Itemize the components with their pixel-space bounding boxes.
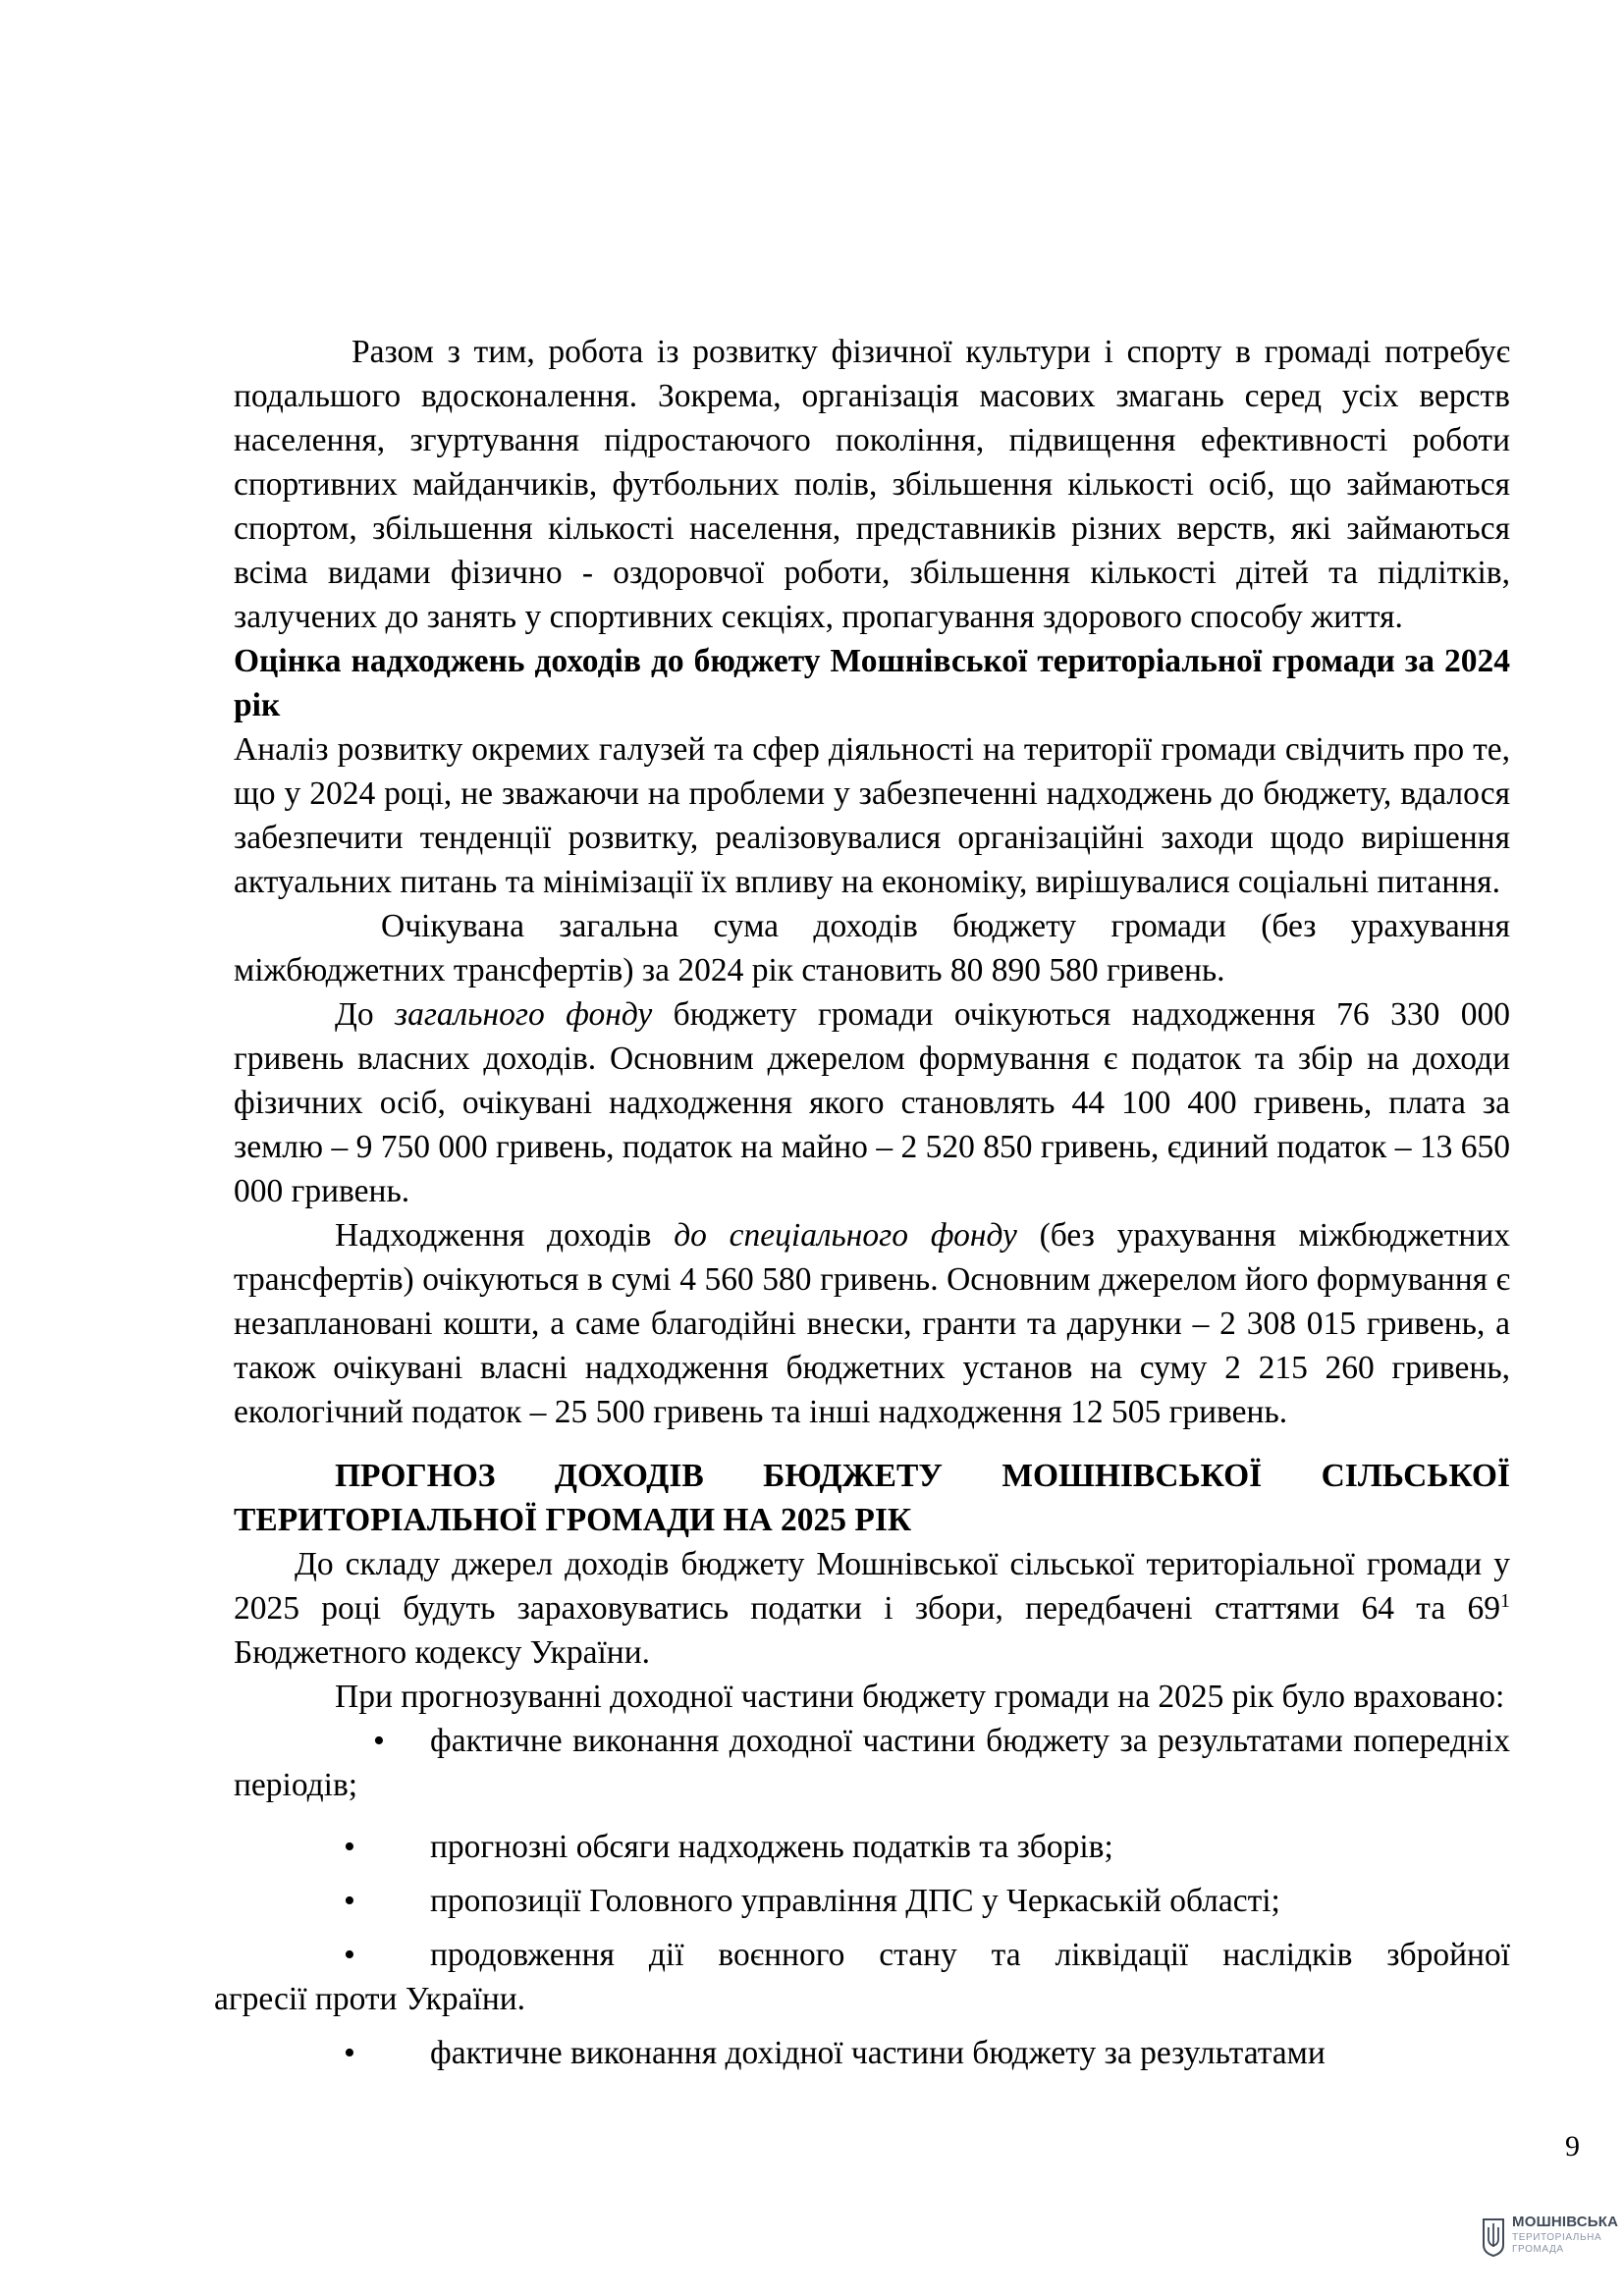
bullet-dot: • <box>344 1883 355 1919</box>
paragraph-sport-development: Разом з тим, робота із розвитку фізичної культури і спорту в громаді потребує подальшого вдосконалення. Зокрема, організація масових змагань серед усіх верств населення, згуртування підростаючого покоління, підвищення ефективності роботи спортивних майданчиків, футбольних полів, збільшення кількості осіб, що займаються спортом, збільшення кількості населення, представників різних верств, які займаються всіма видами фізично - оздоровчої роботи, збільшення кількості дітей та підлітків, залучених до занять у спортивних секціях, пропагування здорового способу життя. <box>234 334 1510 635</box>
logo-subtitle-1: ТЕРИТОРІАЛЬНА <box>1512 2232 1602 2243</box>
revenue-sources-text: До складу джерел доходів бюджету Мошнівської сільської територіальної громади у 2025 році будуть зараховуватись податки і збори, передбачені статтями 64 та 69 <box>234 1546 1510 1627</box>
bullet-item-actual-execution-2 <box>234 2031 1510 2075</box>
section-heading-forecast-2025: ПРОГНОЗ ДОХОДІВ БЮДЖЕТУ МОШНІВСЬКОЇ СІЛЬСЬКОЇ ТЕРИТОРІАЛЬНОЇ ГРОМАДИ НА 2025 РІК <box>234 1458 1510 1538</box>
special-fund-text: (без урахування міжбюджетних трансфертів) очікуються в сумі 4 560 580 гривень. Основним джерелом його формування є незаплановані кошти, а саме благодійні внески, гранти та дарунки – 2 308 015 гривень, а також очікувані власні надходження бюджетних установ на суму 2 215 260 гривень, екологічний податок – 25 500 гривень та інші надходження 12 505 гривень. <box>234 1217 1510 1430</box>
paragraph-total-revenue: Очікувана загальна сума доходів бюджету громади (без урахування міжбюджетних трансфертів) за 2024 рік становить 80 890 580 гривень. <box>234 908 1510 988</box>
page-number: 9 <box>1565 2130 1580 2163</box>
bullet-item-actual-execution <box>234 1719 1510 1807</box>
paragraph-revenue-sources <box>234 1542 1510 1675</box>
general-fund-text: бюджету громади очікуються надходження 76 330 000 гривень власних доходів. Основним джерелом формування є податок та збір на доходи фізичних осіб, очікувані надходження якого становлять 44 100 400 гривень, плата за землю – 9 750 000 гривень, податок на майно – 2 520 850 гривень, єдиний податок – 13 650 000 гривень. <box>234 996 1511 1209</box>
bullet-item-martial-law <box>214 1933 1510 2021</box>
paragraph-general-fund <box>234 992 1510 1213</box>
special-fund-lead: Надходження доходів <box>335 1217 675 1254</box>
bullet-dot: • <box>344 2035 355 2071</box>
bullet-text-line1: продовження дії воєнного стану та ліквідації наслідків збройної <box>430 1937 1510 1973</box>
section-heading-revenue-estimate: Оцінка надходжень доходів до бюджету Мошнівської територіальної громади за 2024 рік <box>234 643 1510 723</box>
document-body <box>214 330 1511 2075</box>
revenue-sources-tail: Бюджетного кодексу України. <box>234 1634 651 1671</box>
general-fund-emphasis: загального фонду <box>395 996 653 1033</box>
bullet-text: фактичне виконання дохідної частини бюджету за результатами <box>430 2035 1326 2071</box>
trident-emblem-icon <box>1481 2216 1506 2257</box>
bullet-item-tax-office-proposals <box>234 1879 1510 1923</box>
bullet-text-line2: агресії проти України. <box>214 1981 526 2017</box>
bullet-text: прогнозні обсяги надходжень податків та зборів; <box>430 1829 1113 1865</box>
logo-title: МОШНІВСЬКА <box>1512 2214 1619 2230</box>
bullet-dot: • <box>373 1723 385 1759</box>
community-logo <box>1481 2212 1618 2267</box>
bullet-dot: • <box>344 1937 355 1973</box>
bullet-text: пропозиції Головного управління ДПС у Черкаській області; <box>430 1883 1280 1919</box>
footnote-superscript: 1 <box>1500 1589 1510 1612</box>
general-fund-lead: До <box>335 996 396 1033</box>
paragraph-special-fund <box>234 1213 1510 1434</box>
bullet-text: фактичне виконання доходної частини бюджету за результатами попередніх періодів; <box>234 1723 1510 1803</box>
bullet-text <box>234 1933 1510 1977</box>
paragraph-analysis: Аналіз розвитку окремих галузей та сфер діяльності на території громади свідчить про те, що у 2024 році, не зважаючи на проблеми у забезпеченні надходжень до бюджету, вдалося забезпечити тенденції розвитку, реалізовувалися організаційні заходи щодо вирішення актуальних питань та мінімізації їх впливу на економіку, вирішувалися соціальні питання. <box>234 731 1510 900</box>
special-fund-emphasis: до спеціального фонду <box>674 1217 1017 1254</box>
paragraph-forecast-intro: При прогнозуванні доходної частини бюджету громади на 2025 рік було враховано: <box>335 1679 1505 1715</box>
bullet-item-forecast-volumes <box>234 1825 1510 1869</box>
bullet-dot: • <box>344 1829 355 1865</box>
logo-subtitle-2: ГРОМАДА <box>1512 2244 1564 2255</box>
